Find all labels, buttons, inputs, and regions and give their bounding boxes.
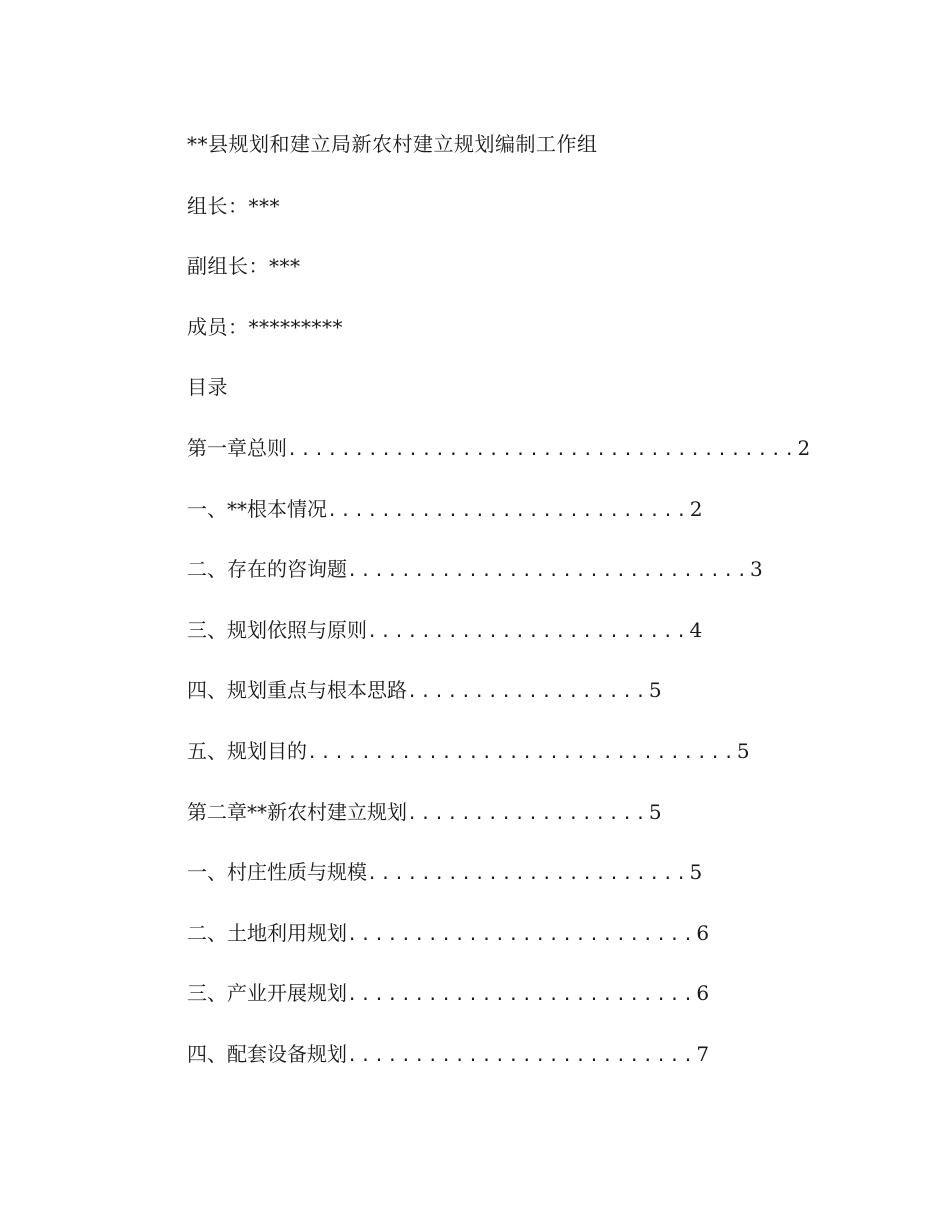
- toc-entry-page: 2: [689, 497, 703, 521]
- toc-entry-dots: ..................: [407, 682, 649, 702]
- toc-entry-label: 三、产业开展规划: [187, 981, 347, 1005]
- deputy-team-leader: 副组长：***: [187, 254, 301, 278]
- toc-entry-label: 第二章**新农村建立规划: [187, 800, 407, 824]
- toc-entry-label: 二、存在的咨询题: [187, 557, 347, 581]
- toc-entry-label: 一、**根本情况: [187, 497, 327, 521]
- toc-entry-page: 6: [696, 981, 710, 1005]
- toc-entry-label: 五、规划目的: [187, 739, 307, 763]
- toc-entry-dots: ........................: [367, 864, 690, 884]
- toc-entry-page: 2: [797, 436, 811, 460]
- toc-entry-page: 7: [696, 1042, 710, 1066]
- toc-heading: 目录: [187, 375, 228, 399]
- toc-entry-page: 6: [696, 921, 710, 945]
- toc-entry: [187, 738, 750, 766]
- toc-entry-page: 5: [648, 800, 662, 824]
- toc-entry-label: 二、土地利用规划: [187, 921, 347, 945]
- toc-entry-label: 四、配套设备规划: [187, 1042, 347, 1066]
- toc-entry-dots: ................................: [307, 743, 737, 763]
- toc-entry: [187, 859, 702, 887]
- toc-entry: [187, 1041, 709, 1069]
- toc-entry-dots: ...........................: [327, 501, 690, 521]
- toc-entry-dots: ......................................: [287, 440, 798, 460]
- toc-entry-label: 一、村庄性质与规模: [187, 860, 367, 884]
- toc-entry-page: 5: [648, 678, 662, 702]
- toc-entry: [187, 920, 709, 948]
- team-members: 成员：*********: [187, 315, 343, 339]
- toc-entry-page: 3: [750, 557, 763, 581]
- toc-entry-label: 三、规划依照与原则: [187, 618, 367, 642]
- toc-entry: [187, 799, 662, 827]
- toc-entry-dots: ..................: [407, 804, 649, 824]
- toc-entry-dots: ........................: [367, 622, 690, 642]
- toc-entry-dots: ..........................: [347, 1046, 697, 1066]
- toc-entry-dots: ..........................: [347, 985, 697, 1005]
- toc-entry: [187, 496, 702, 524]
- toc-entry: [187, 677, 662, 705]
- toc-entry: [187, 617, 702, 645]
- document-title: **县规划和建立局新农村建立规划编制工作组: [187, 132, 598, 156]
- toc-entry: [187, 435, 810, 463]
- team-leader: 组长：***: [187, 194, 280, 218]
- toc-entry-page: 4: [689, 618, 703, 642]
- toc-entry-label: 四、规划重点与根本思路: [187, 678, 407, 702]
- toc-entry: [187, 556, 763, 584]
- toc-entry: [187, 980, 709, 1008]
- toc-entry-dots: ..........................: [347, 925, 697, 945]
- toc-entry-label: 第一章总则: [187, 436, 287, 460]
- toc-entry-page: 5: [736, 739, 750, 763]
- toc-entry-dots: ..............................: [347, 561, 751, 581]
- toc-entry-page: 5: [689, 860, 703, 884]
